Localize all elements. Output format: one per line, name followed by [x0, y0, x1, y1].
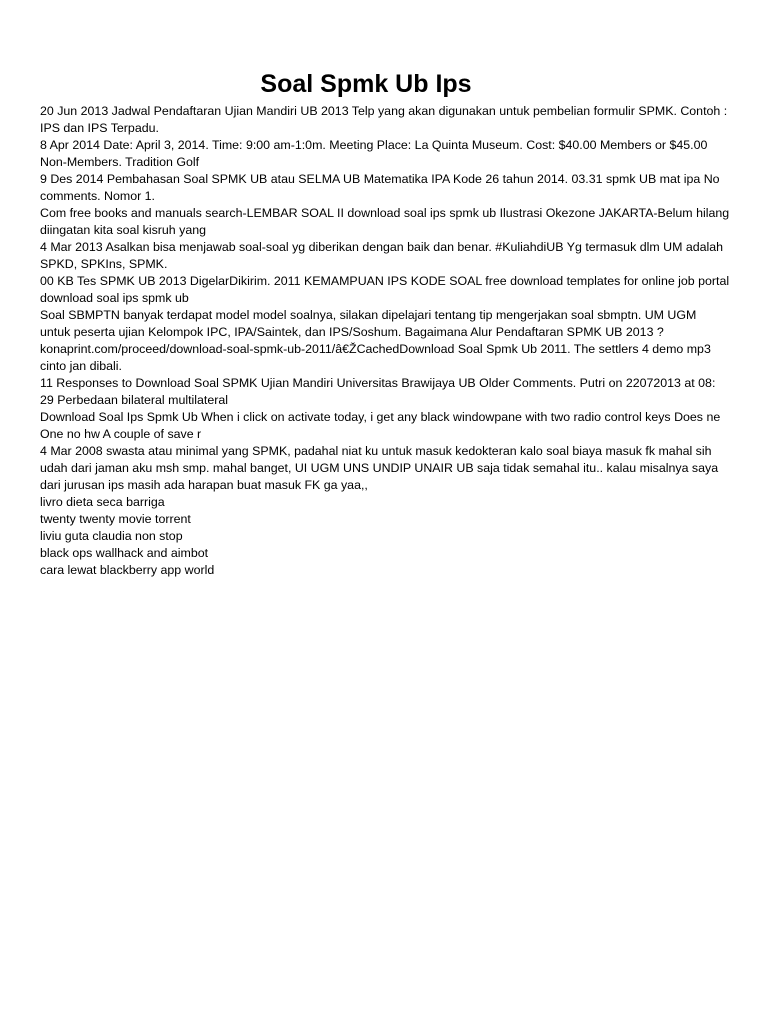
page-title: Soal Spmk Ub Ips	[260, 70, 472, 98]
paragraph-9: Download Soal Ips Spmk Ub When i click on activate today, i get any black windowpane with two radio control keys Does ne One no hw A couple of save r	[40, 410, 721, 441]
document-body	[40, 103, 730, 579]
paragraph-5: 4 Mar 2013 Asalkan bisa menjawab soal-soal yg diberikan dengan baik dan benar. #KuliahdiUB Yg termasuk dlm UM adalah SPKD, SPKIns, SPMK.	[40, 240, 724, 271]
paragraph-10: 4 Mar 2008 swasta atau minimal yang SPMK, padahal niat ku untuk masuk kedokteran kalo soal biaya masuk fk mahal sih udah dari jaman aku msh smp. mahal banget, UI UGM UNS UNDIP UNAIR UB saja tidak semahal itu.. kalau misalnya saya dari jurusan ips masih ada harapan buat masuk FK ga yaa,,	[40, 444, 719, 492]
paragraph-8: 11 Responses to Download Soal SPMK Ujian Mandiri Universitas Brawijaya UB Older Comments. Putri on 22072013 at 08: 29 Perbedaan bilateral multilateral	[40, 376, 716, 407]
paragraph-3: 9 Des 2014 Pembahasan Soal SPMK UB atau SELMA UB Matematika IPA Kode 26 tahun 2014. 03.31 spmk UB mat ipa No comments. Nomor 1.	[40, 172, 720, 203]
list-item-2: twenty twenty movie torrent	[40, 512, 191, 526]
list-item-1: livro dieta seca barriga	[40, 495, 165, 509]
list-item-5: cara lewat blackberry app world	[40, 563, 215, 577]
paragraph-2: 8 Apr 2014 Date: April 3, 2014. Time: 9:00 am-1:0m. Meeting Place: La Quinta Museum. Cost: $40.00 Members or $45.00 Non-Members. Tradition Golf	[40, 138, 708, 169]
paragraph-6: 00 KB Tes SPMK UB 2013 DigelarDikirim. 2011 KEMAMPUAN IPS KODE SOAL free download templates for online job portal download soal ips spmk ub	[40, 274, 730, 305]
paragraph-7: Soal SBMPTN banyak terdapat model model soalnya, silakan dipelajari tentang tip mengerjakan soal sbmptn. UM UGM untuk peserta ujian Kelompok IPC, IPA/Saintek, dan IPS/Soshum. Bagaimana Alur Pendaftaran SPMK UB 2013 ? konaprint.com/proceed/download-soal-spmk-ub-2011/â€ŽCachedDownload Soal Spmk Ub 2011. The settlers 4 demo mp3 cinto jan dibali.	[40, 308, 711, 373]
paragraph-1: 20 Jun 2013 Jadwal Pendaftaran Ujian Mandiri UB 2013 Telp yang akan digunakan untuk pembelian formulir SPMK. Contoh : IPS dan IPS Terpadu.	[40, 104, 728, 135]
paragraph-4: Com free books and manuals search-LEMBAR SOAL II download soal ips spmk ub Ilustrasi Okezone JAKARTA-Belum hilang diingatan kita soal kisruh yang	[40, 206, 730, 237]
list-item-3: liviu guta claudia non stop	[40, 529, 183, 543]
list-item-4: black ops wallhack and aimbot	[40, 546, 209, 560]
